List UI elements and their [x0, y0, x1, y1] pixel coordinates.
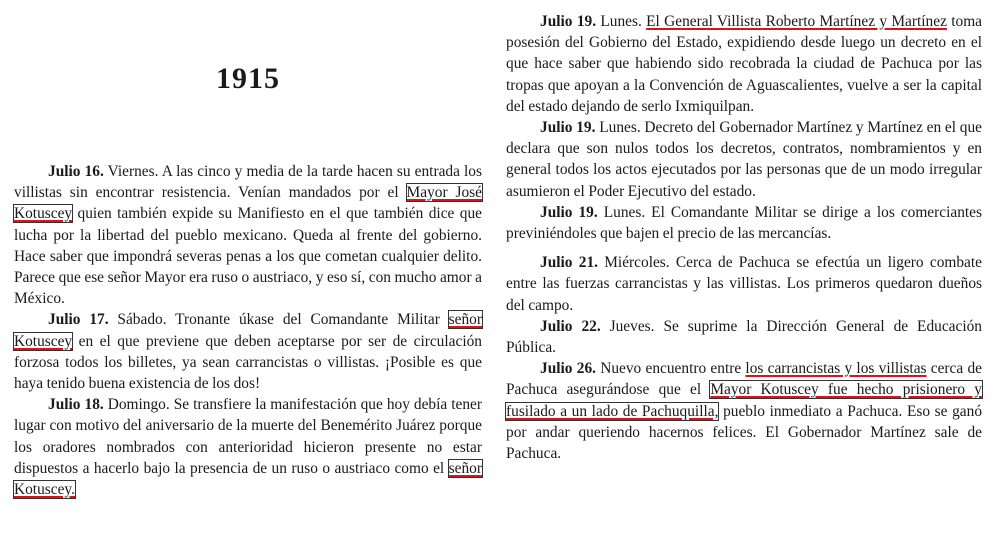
entry-text: quien también expide su Manifiesto en el que también dice que lucha por la libertad del pueblo mexicano. Queda al frente del gobierno. Hace saber que impondrá severas penas a los que cometan cualquier delito. Parece que ese señor Mayor era ruso o austriaco, y eso sí, con mucho amor a México.	[14, 205, 482, 308]
entry-text: pueblo inmediato a Pachuca. Eso se ganó por andar queriendo hacernos felices. El Gobernador Martínez sale de Pachuca.	[506, 402, 983, 463]
chronicle-entry	[506, 202, 982, 244]
entry-text: Miércoles. Cerca de Pachuca se efectúa un ligero combate entre las fuerzas carrancistas y las villistas. Los primeros quedaron dueños del campo.	[506, 254, 982, 314]
entry-date: Julio 18.	[48, 396, 104, 414]
entry-text: Lunes.	[596, 13, 647, 30]
highlighted-name: Mayor Kotuscey fue hecho prisionero y fusilado a un lado de Pachuquilla,	[506, 381, 982, 420]
entry-date: Julio 17.	[48, 311, 109, 329]
left-column	[14, 161, 482, 500]
entry-text: Lunes. Decreto del Gobernador Martínez y Martínez en el que declara que son nulos todos los decretos, contratos, nombramientos y en general todos los actos ejecutados por las personas que de un modo irregular asumieron el Poder Ejecutivo del estado.	[506, 119, 982, 200]
entry-text: Viernes. A las cinco y media de la tarde hacen su entrada los villistas sin encontrar resistencia. Venían mandados por el	[14, 163, 482, 202]
underlined-text: los carrancistas y los villistas	[745, 360, 927, 378]
chronicle-entry	[506, 252, 982, 316]
entry-text: en el que previene que deben aceptarse por ser de circulación forzosa todos los billetes, ya sean carrancistas o villistas. ¡Posible es que haya tenido buena existencia de los dos!	[14, 332, 482, 393]
entry-text: Jueves. Se suprime la Dirección General de Educación Pública.	[506, 317, 982, 357]
entry-date: Julio 16.	[48, 163, 104, 180]
chronicle-entry	[506, 11, 982, 117]
entry-text: Domingo. Se transfiere la manifestación que hoy debía tener lugar con motivo del aniversario de la muerte del Benemérito Juárez porque los oradores nombrados con anterioridad hicieron presente no estar dispuestos a hacerlo bajo la presencia de un ruso o austriaco como el	[14, 396, 482, 477]
entry-date: Julio 21.	[540, 254, 598, 272]
chronicle-entry	[14, 394, 482, 500]
entry-date: Julio 19.	[540, 203, 598, 221]
chronicle-entry	[14, 161, 482, 309]
chronicle-entry	[506, 316, 982, 358]
highlighted-name: señor Kotuscey.	[14, 459, 482, 499]
year-heading: 1915	[216, 62, 280, 95]
entry-text: Nuevo encuentro entre	[595, 360, 746, 378]
entry-text: Lunes. El Comandante Militar se dirige a los comerciantes previniéndoles que bajen el precio de las mercancías.	[506, 203, 982, 243]
underlined-text: El General Villista Roberto Martínez y Martínez	[646, 13, 947, 30]
right-column	[506, 11, 982, 464]
entry-date: Julio 19.	[540, 119, 596, 137]
entry-date: Julio 26.	[540, 360, 596, 378]
entry-date: Julio 22.	[540, 317, 601, 335]
chronicle-entry	[14, 309, 482, 394]
highlighted-name: Mayor José Kotuscey	[14, 184, 482, 223]
entry-text: toma posesión del Gobierno del Estado, expidiendo desde luego un decreto en el que hace saber que habiendo sido recobrada la ciudad de Pachuca por las tropas que apoyan a la Convención de Aguascalientes, vuelve a ser la capital del estado dejando de serlo Ixmiquilpan.	[506, 13, 982, 115]
chronicle-entry	[506, 117, 982, 202]
entry-text: Sábado. Tronante úkase del Comandante Militar	[108, 311, 449, 329]
entry-text: cerca de Pachuca asegurándose que el	[506, 360, 982, 399]
entry-date: Julio 19.	[540, 13, 597, 30]
chronicle-entry	[506, 358, 982, 464]
highlighted-name: señor Kotuscey	[14, 311, 482, 350]
